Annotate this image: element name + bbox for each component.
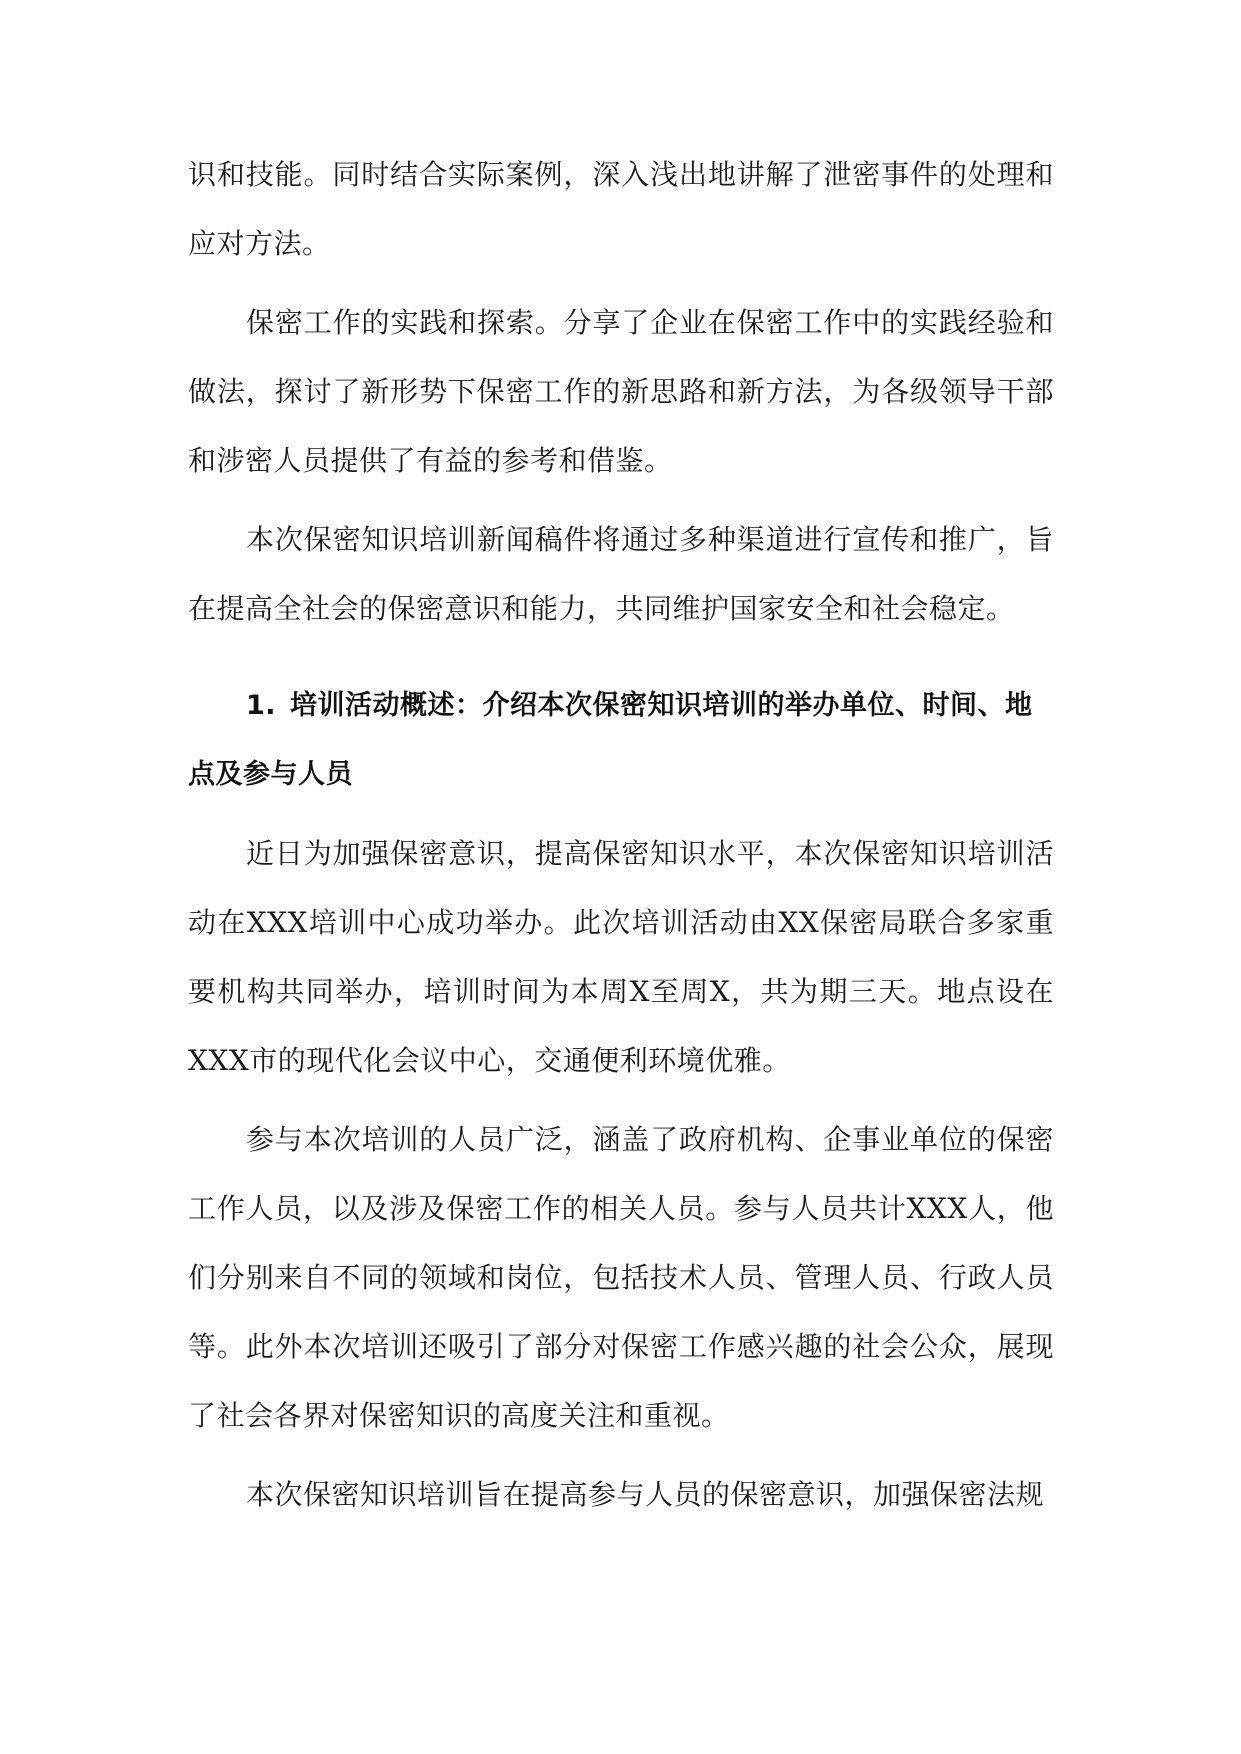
section-heading	[188, 671, 1054, 809]
section-title: 培训活动概述：介绍本次保密知识培训的举办单位、时间、地点及参与人员	[188, 690, 1033, 790]
paragraph-practice: 保密工作的实践和探索。分享了企业在保密工作中的实践经验和做法，探讨了新形势下保密工作的新思路和新方法，为各级领导干部和涉密人员提供了有益的参考和借鉴。	[188, 306, 1054, 477]
paragraph-continuation: 识和技能。同时结合实际案例，深入浅出地讲解了泄密事件的处理和应对方法。	[188, 158, 1054, 260]
paragraph-promotion: 本次保密知识培训新闻稿件将通过多种渠道进行宣传和推广，旨在提高全社会的保密意识和能力，共同维护国家安全和社会稳定。	[188, 523, 1054, 625]
paragraph-purpose: 本次保密知识培训旨在提高参与人员的保密意识，加强保密法规	[246, 1478, 1045, 1511]
section-number: 1.	[246, 690, 277, 721]
document-body	[188, 140, 1054, 1539]
paragraph-participants: 参与本次培训的人员广泛，涵盖了政府机构、企事业单位的保密工作人员，以及涉及保密工作的相关人员。参与人员共计XXX人，他们分别来自不同的领域和岗位，包括技术人员、管理人员、行政人员等。此外本次培训还吸引了部分对保密工作感兴趣的社会公众，展现了社会各界对保密知识的高度关注和重视。	[188, 1123, 1054, 1432]
paragraph-overview: 近日为加强保密意识，提高保密知识水平，本次保密知识培训活动在XXX培训中心成功举办。此次培训活动由XX保密局联合多家重要机构共同举办，培训时间为本周X至周X，共为期三天。地点设在XXX市的现代化会议中心，交通便利环境优雅。	[188, 837, 1054, 1077]
